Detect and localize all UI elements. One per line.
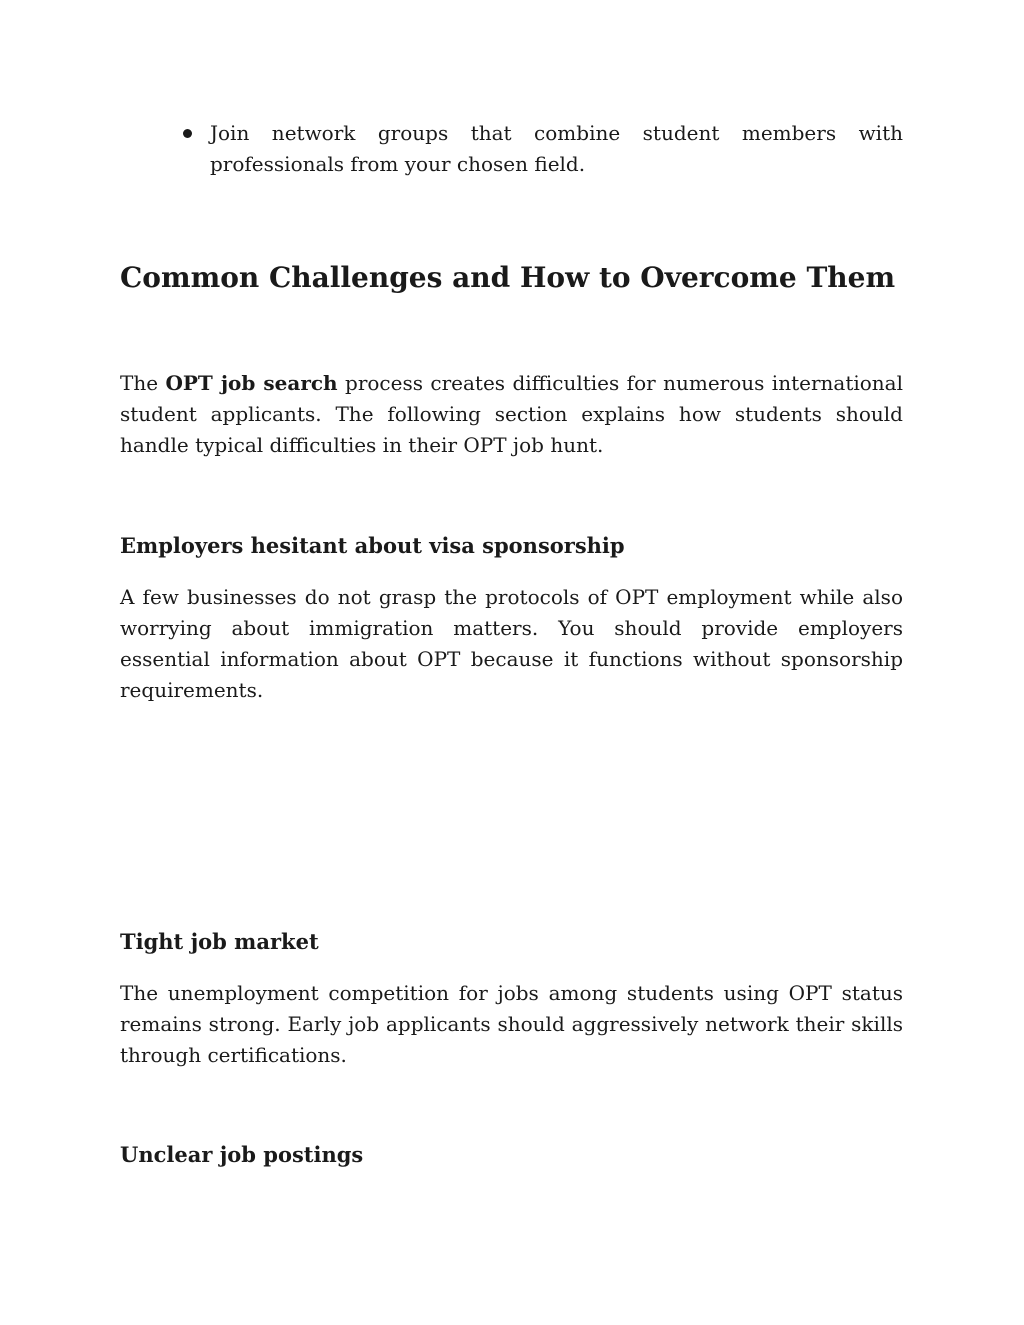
intro-text-end: process creates difficulties for numerous international student applicants. The following section explains how students should handle typical difficulties in their OPT job hunt.: [120, 371, 904, 457]
bullet-list: [183, 118, 903, 180]
subheading-tight-job-market: Tight job market: [120, 929, 319, 954]
section-title: Common Challenges and How to Overcome Them: [120, 261, 896, 294]
intro-text-start: The: [120, 371, 166, 395]
paragraph-tight-job-market: The unemployment competition for jobs among students using OPT status remains strong. Early job applicants should aggressively network their skills through certifications.: [120, 981, 903, 1067]
intro-paragraph: [120, 368, 903, 461]
subheading-visa-sponsorship: Employers hesitant about visa sponsorship: [120, 533, 625, 558]
subheading-unclear-job-postings: Unclear job postings: [120, 1142, 364, 1167]
bullet-icon: [183, 129, 192, 138]
paragraph-visa-sponsorship: A few businesses do not grasp the protocols of OPT employment while also worrying about immigration matters. You should provide employers essential information about OPT because it functions without sponsorship requirements.: [120, 585, 903, 702]
bullet-text: Join network groups that combine student members with professionals from your chosen field.: [210, 121, 903, 176]
list-item: [183, 118, 903, 180]
intro-bold-phrase: OPT job search: [165, 371, 338, 395]
